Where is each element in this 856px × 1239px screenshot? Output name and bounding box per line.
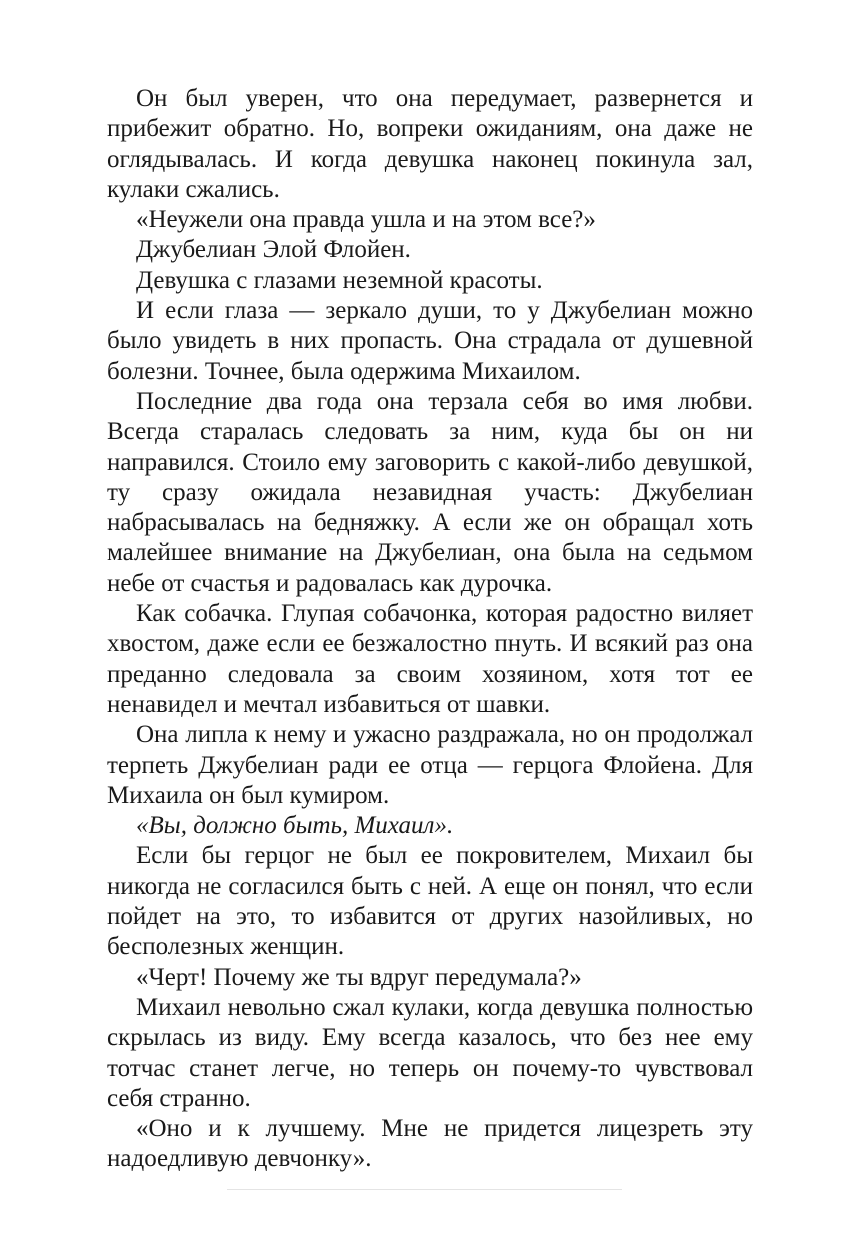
footer-divider bbox=[227, 1189, 622, 1190]
paragraph: Михаил невольно сжал кулаки, когда девушка полностью скрылась из виду. Ему всегда казалось, что без нее ему тотчас станет легче, но теперь он почему-то чувствовал себя странно. bbox=[107, 993, 753, 1112]
body-text bbox=[107, 84, 753, 1175]
paragraph: Если бы герцог не был ее покровителем, Михаил бы никогда не согласился быть с ней. А еще он понял, что если пойдет на это, то избавится от других назойливых, но бесполезных женщин. bbox=[107, 842, 753, 961]
paragraph: Последние два года она терзала себя во имя любви. Всегда старалась следовать за ним, куда бы он ни направился. Стоило ему заговорить с какой-либо девушкой, ту сразу ожидала незавидная участь: Джубелиан набрасывалась на бедняжку. А если же он обращал хоть малейшее внимание на Джубелиан, она была на седьмом небе от счастья и радовалась как дурочка. bbox=[107, 387, 753, 597]
paragraph: Она липла к нему и ужасно раздражала, но он продолжал терпеть Джубелиан ради ее отца — герцога Флойена. Для Михаила он был кумиром. bbox=[107, 721, 753, 809]
paragraph: Как собачка. Глупая собачонка, которая радостно виляет хвостом, даже если ее безжалостно пнуть. И всякий раз она преданно следовала за своим хозяином, хотя тот ее ненавидел и мечтал избавиться от шавки. bbox=[107, 600, 753, 718]
paragraph: «Неужели она правда ушла и на этом все?» bbox=[136, 206, 596, 234]
paragraph: «Оно и к лучшему. Мне не придется лицезреть эту надоедливую девчонку». bbox=[107, 1115, 753, 1173]
paragraph: Он был уверен, что она передумает, развернется и прибежит обратно. Но, вопреки ожиданиям, она даже не оглядывалась. И когда девушка наконец покинула зал, кулаки сжались. bbox=[107, 85, 753, 203]
paragraph-italic-quote: «Вы, должно быть, Михаил». bbox=[136, 812, 454, 840]
paragraph: «Черт! Почему же ты вдруг передумала?» bbox=[136, 963, 582, 991]
paragraph: Девушка с глазами неземной красоты. bbox=[136, 266, 543, 294]
paragraph: И если глаза — зеркало души, то у Джубелиан можно было увидеть в них пропасть. Она страдала от душевной болезни. Точнее, была одержима Михаилом. bbox=[107, 297, 753, 385]
paragraph: Джубелиан Элой Флойен. bbox=[136, 236, 411, 264]
